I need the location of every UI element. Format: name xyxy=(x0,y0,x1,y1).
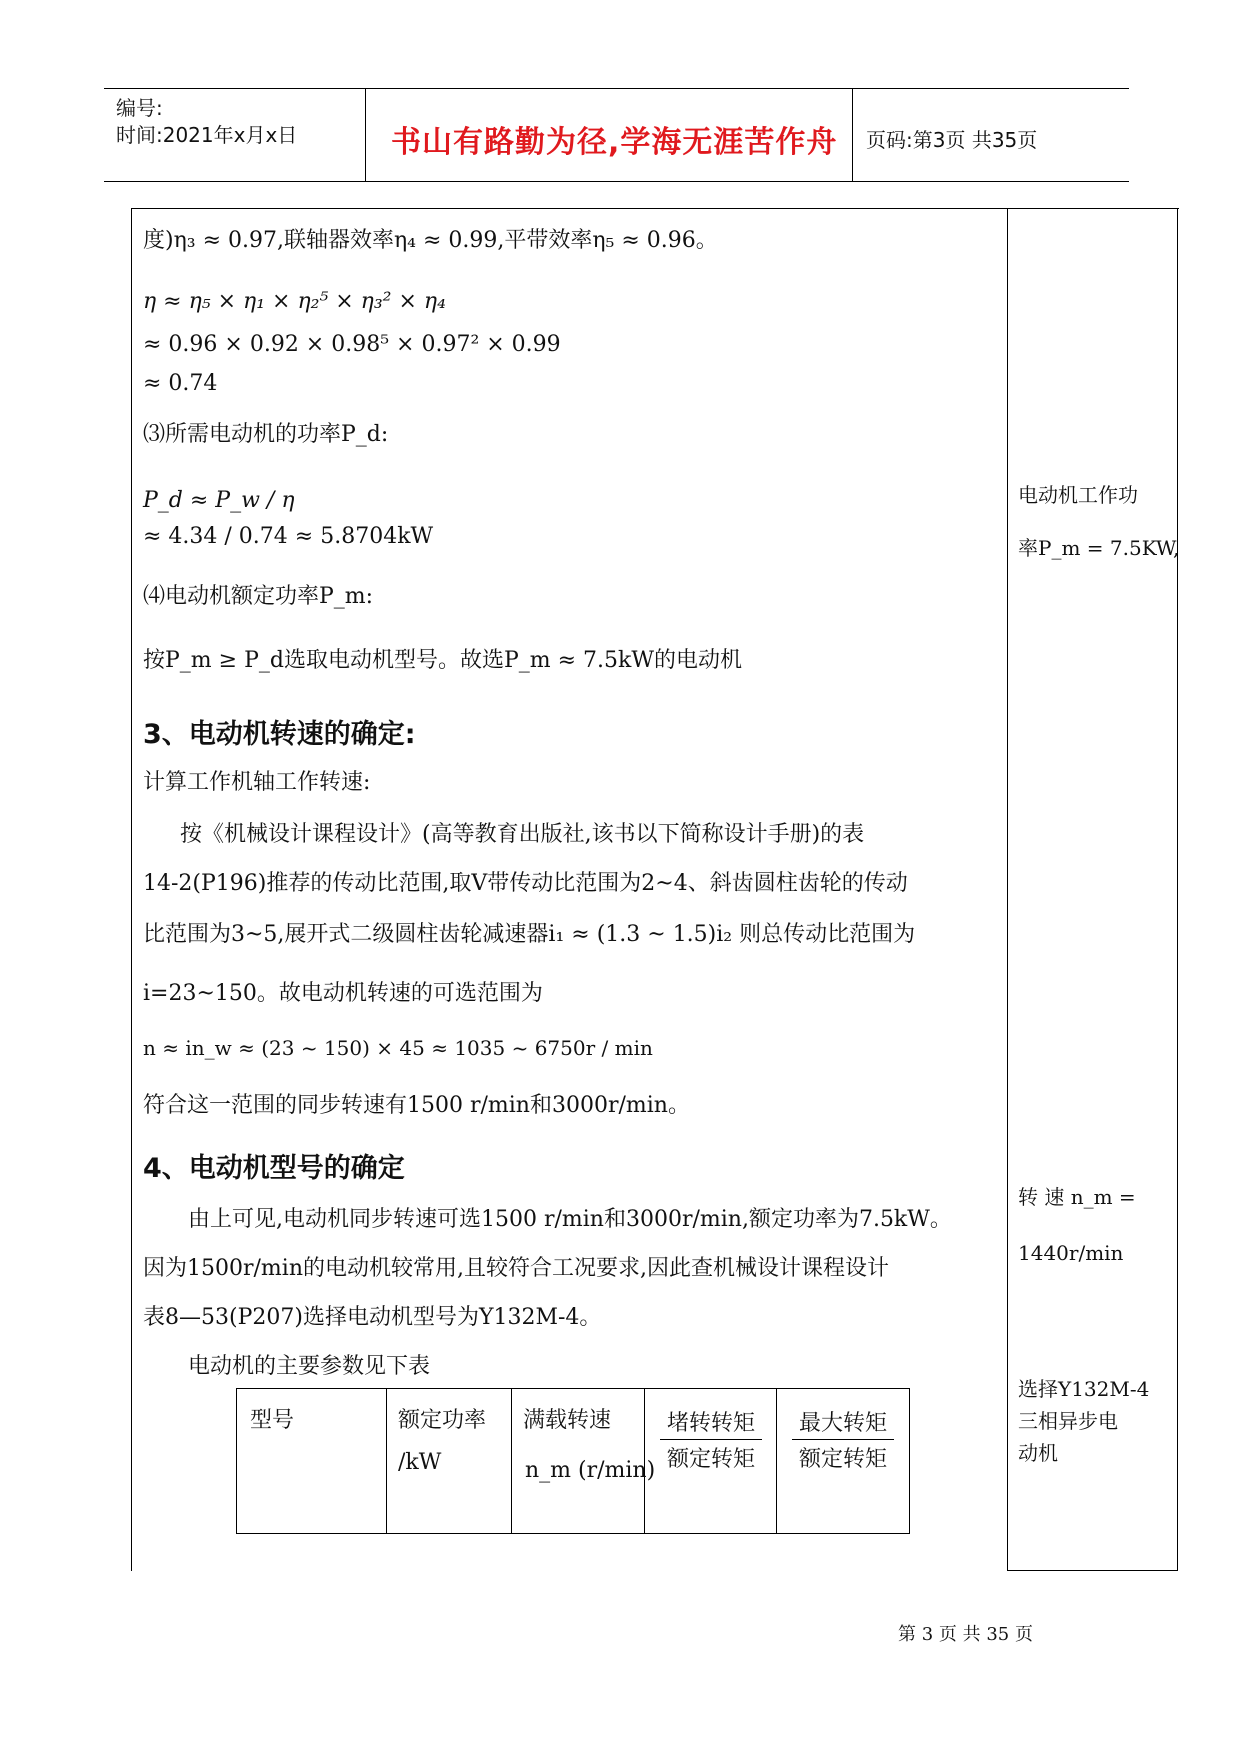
max-torque-numerator: 最大转矩 xyxy=(798,1411,887,1436)
speed-range-formula: n ≈ in_w ≈ (23 ~ 150) × 45 ≈ 1035 ~ 6750r / min xyxy=(143,1036,653,1060)
side-column-divider xyxy=(1007,208,1008,1571)
total-efficiency-substitution: ≈ 0.96 × 0.92 × 0.98⁵ × 0.97² × 0.99 xyxy=(143,332,561,357)
paragraph-line-4: i=23~150。故电动机转速的可选范围为 xyxy=(143,981,543,1006)
side-note-speed-line-2: 1440r/min xyxy=(1018,1241,1124,1265)
table-caption: 电动机的主要参数见下表 xyxy=(188,1354,431,1379)
side-column-right-border xyxy=(1177,208,1178,1571)
main-left-border xyxy=(131,208,132,1571)
working-speed-intro: 计算工作机轴工作转速: xyxy=(143,770,371,795)
max-torque-denominator: 额定转矩 xyxy=(798,1447,887,1472)
param-table-col-2 xyxy=(511,1388,512,1534)
model-paragraph-line-2: 因为1500r/min的电动机较常用,且较符合工况要求,因此查机械设计课程设计 xyxy=(143,1256,889,1281)
model-paragraph-line-1: 由上可见,电动机同步转速可选1500 r/min和3000r/min,额定功率为7.5kW。 xyxy=(188,1207,952,1232)
rated-power-selection: 按P_m ≥ P_d选取电动机型号。故选P_m ≈ 7.5kW的电动机 xyxy=(143,648,742,673)
required-power-formula: P_d ≈ P_w / η xyxy=(143,488,295,513)
side-note-power-line-1: 电动机工作功 xyxy=(1018,483,1138,507)
paragraph-line-3: 比范围为3~5,展开式二级圆柱齿轮减速器i₁ ≈ (1.3 ~ 1.5)i₂ 则总传动比范围为 xyxy=(143,922,916,947)
section-4-heading: 4、电动机型号的确定 xyxy=(143,1153,405,1184)
fraction-bar xyxy=(792,1439,894,1440)
required-power-heading: ⑶所需电动机的功率P_d: xyxy=(143,422,389,447)
model-paragraph-line-3: 表8—53(P207)选择电动机型号为Y132M-4。 xyxy=(143,1305,602,1330)
header-bottom-rule xyxy=(104,181,1129,182)
side-note-speed-line-1: 转 速 n_m = xyxy=(1018,1185,1136,1209)
table-header-full-load-speed-unit: n_m (r/min) xyxy=(525,1458,656,1483)
efficiency-line: 度)η₃ ≈ 0.97,联轴器效率η₄ ≈ 0.99,平带效率η₅ ≈ 0.96。 xyxy=(143,228,718,253)
param-table-col-0 xyxy=(236,1388,237,1534)
side-note-model-line-2: 三相异步电 xyxy=(1018,1409,1118,1433)
total-efficiency-formula: η ≈ η₅ × η₁ × η₂⁵ × η₃² × η₄ xyxy=(143,289,446,314)
table-header-full-load-speed: 满载转速 xyxy=(523,1408,612,1433)
table-header-rated-power: 额定功率 xyxy=(398,1408,487,1433)
header-motto: 书山有路勤为径,学海无涯苦作舟 xyxy=(391,125,838,160)
param-table-col-1 xyxy=(386,1388,387,1534)
main-top-border xyxy=(131,208,1179,209)
fraction-bar xyxy=(660,1439,762,1440)
rated-power-heading: ⑷电动机额定功率P_m: xyxy=(143,584,374,609)
header-divider-left xyxy=(365,88,366,182)
locked-torque-denominator: 额定转矩 xyxy=(666,1447,755,1472)
table-header-model: 型号 xyxy=(250,1408,295,1433)
side-note-model-line-3: 动机 xyxy=(1018,1441,1058,1465)
document-number-label: 编号: xyxy=(116,96,163,120)
locked-torque-numerator: 堵转转矩 xyxy=(666,1411,755,1436)
table-header-max-torque-ratio xyxy=(792,1406,894,1473)
page-indicator: 页码:第3页 共35页 xyxy=(866,128,1038,152)
param-table-col-5 xyxy=(909,1388,910,1534)
sync-speed-line: 符合这一范围的同步转速有1500 r/min和3000r/min。 xyxy=(143,1093,690,1118)
section-3-heading: 3、电动机转速的确定: xyxy=(143,719,416,750)
table-header-rated-power-unit: /kW xyxy=(398,1450,442,1475)
side-note-model-line-1: 选择Y132M-4 xyxy=(1018,1377,1150,1401)
document-time-label: 时间:2021年x月x日 xyxy=(116,123,298,147)
header-divider-right xyxy=(852,88,853,182)
table-header-locked-torque-ratio xyxy=(660,1406,762,1473)
side-note-power-line-2: 率P_m = 7.5KW, xyxy=(1018,536,1180,560)
header-top-rule xyxy=(104,88,1129,89)
param-table-top xyxy=(236,1388,910,1389)
side-column-bottom-border xyxy=(1007,1570,1178,1571)
paragraph-line-2: 14-2(P196)推荐的传动比范围,取V带传动比范围为2~4、斜齿圆柱齿轮的传动 xyxy=(143,871,908,896)
paragraph-line-1: 按《机械设计课程设计》(高等教育出版社,该书以下简称设计手册)的表 xyxy=(180,822,865,847)
param-table-bottom xyxy=(236,1533,910,1534)
required-power-result: ≈ 4.34 / 0.74 ≈ 5.8704kW xyxy=(143,524,434,549)
param-table-col-4 xyxy=(776,1388,777,1534)
footer-page-number: 第 3 页 共 35 页 xyxy=(898,1624,1033,1645)
total-efficiency-result: ≈ 0.74 xyxy=(143,371,218,396)
